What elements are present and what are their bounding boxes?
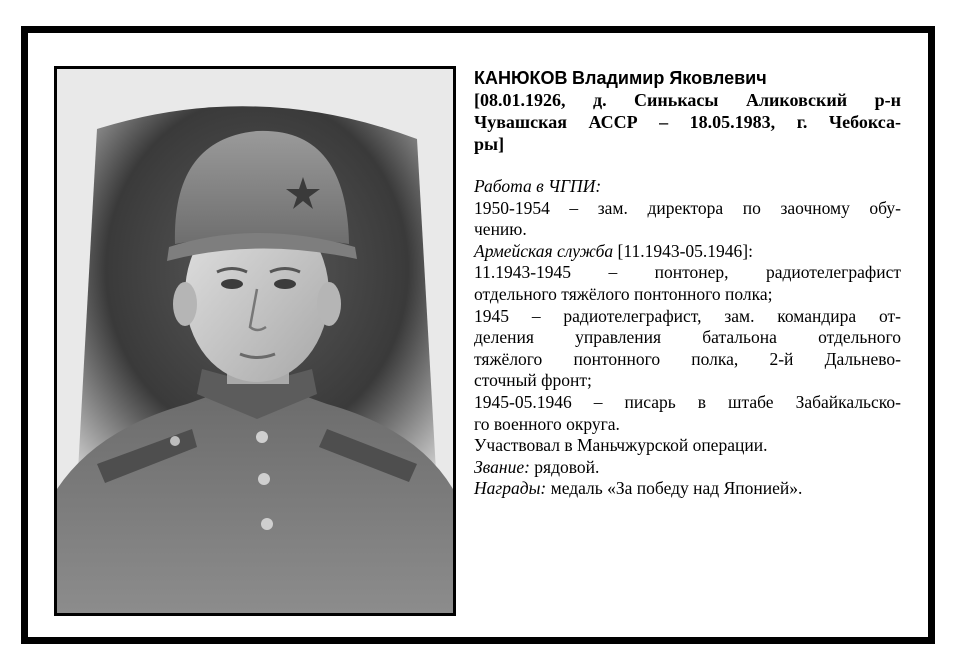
awards-line	[474, 478, 901, 500]
biography-body	[474, 176, 901, 500]
army-line: тяжёлого понтонного полка, 2-й Дальнево-	[474, 348, 901, 369]
army-line: отдельного тяжёлого понтонного полка;	[474, 283, 773, 304]
army-line: Участвовал в Маньчжурской операции.	[474, 435, 768, 456]
awards-label: Награды:	[474, 478, 547, 499]
person-header	[474, 67, 901, 155]
memorial-card	[21, 26, 935, 644]
rank-line	[474, 457, 901, 479]
army-heading: Армейская служба	[474, 240, 614, 261]
army-line: 1945 – радиотелеграфист, зам. командира от-	[474, 305, 901, 326]
work-line-1: 1950-1954 – зам. директора по заочному обу-	[474, 197, 901, 218]
portrait-photo	[54, 66, 456, 616]
person-surname: КАНЮКОВ	[474, 68, 568, 88]
army-period: [11.1943-05.1946]:	[613, 240, 753, 261]
person-given-name: Владимир Яковлевич	[572, 68, 767, 88]
army-line: 11.1943-1945 – понтонер, радиотелеграфист	[474, 262, 901, 283]
bio-dates-line-1: [08.01.1926, д. Синькасы Аликовский р-н	[474, 90, 901, 110]
bio-dates-line-2: Чувашская АССР – 18.05.1983, г. Чебокса-	[474, 112, 901, 132]
soldier-portrait-image	[57, 69, 453, 613]
rank-label: Звание:	[474, 456, 530, 477]
army-line: 1945-05.1946 – писарь в штабе Забайкальско-	[474, 391, 901, 412]
army-line: го военного округа.	[474, 413, 620, 434]
work-line-2: чению.	[474, 219, 527, 240]
army-heading-line	[474, 241, 901, 263]
work-heading: Работа в ЧГПИ:	[474, 176, 602, 196]
person-name-line	[474, 67, 901, 89]
awards-value: медаль «За победу над Японией».	[546, 478, 803, 499]
army-line: деления управления батальона отдельного	[474, 327, 901, 348]
bio-dates-line-3: ры]	[474, 134, 505, 154]
biography-text	[474, 67, 901, 500]
army-line: сточный фронт;	[474, 370, 592, 391]
rank-value: рядовой.	[529, 456, 600, 477]
